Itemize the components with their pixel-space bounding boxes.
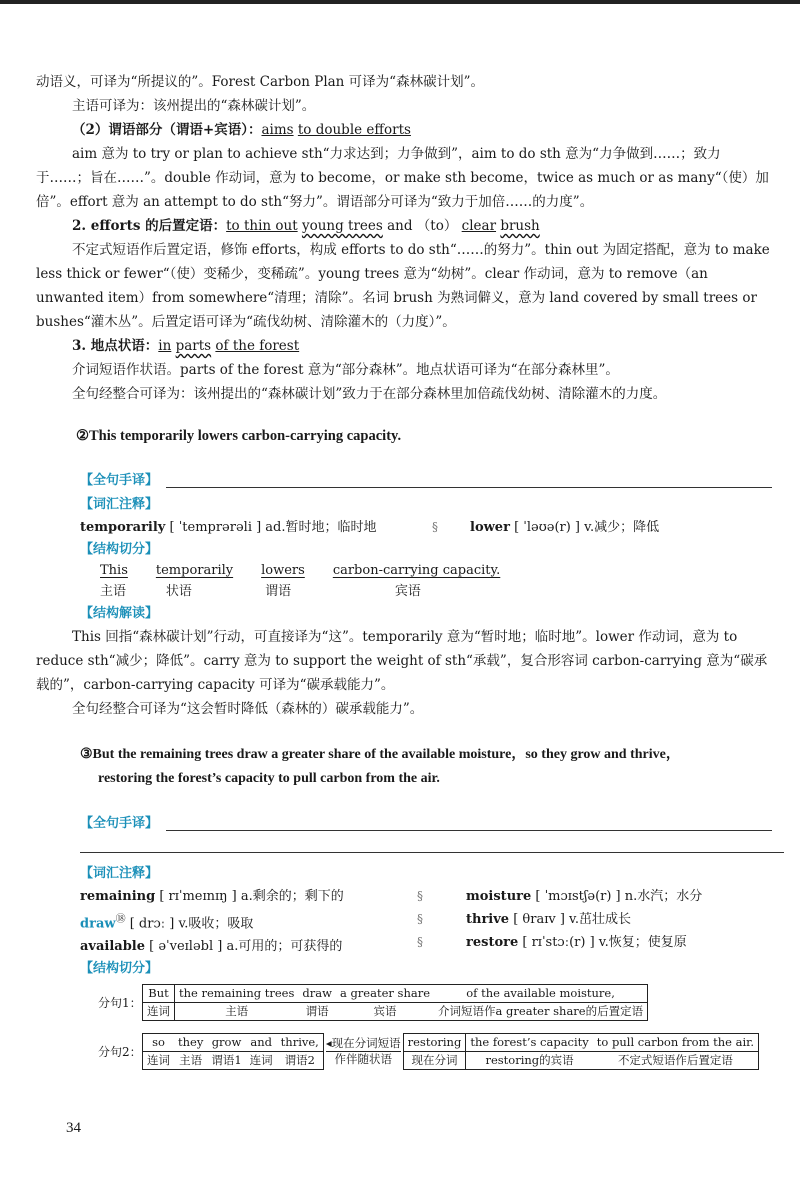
c2-part-en: thrive, [280,1035,319,1050]
c1-part-cn: 主语 [175,1003,299,1021]
p1-heading-adverbial [36,334,772,358]
arrow-left-icon: ◂ [325,1036,332,1051]
predicate-label: （2）谓语部分（谓语+宾语）： [72,122,262,138]
c1-part-cn: 宾语 [336,1003,434,1021]
word-brush: brush [500,218,540,234]
vocab-draw: draw [80,916,116,932]
clause-1-table [142,984,648,1021]
c2-part-en: they [178,1035,204,1050]
word-in: in [158,338,172,354]
c2-tail-cn: 不定式短语作后置定语 [593,1052,759,1070]
participle-arrow-label: ◂现在分词短语 作伴随状语 [325,1036,401,1067]
c1-part-en: draw [302,986,332,1001]
vocab-moisture: moisture [466,889,532,904]
s2-split-tag: 【结构切分】 [80,542,159,557]
word-parts: parts [175,338,212,354]
split-part: lowers 谓语 [261,563,305,599]
c2-part-en: so [152,1035,165,1050]
split-part: carbon-carrying capacity. 宾语 [332,563,501,599]
page-content [36,70,772,1070]
adverbial-label: 3. 地点状语： [72,338,159,354]
c1-part-cn: 连词 [143,1003,175,1021]
c2-tail-en: restoring [403,1034,466,1052]
s2-translation-line[interactable] [166,474,772,488]
sentence-3-heading-line1: ③But the remaining trees draw a greater share of the available moisture，so they grow and thrive， [80,747,680,762]
c2-tail-en: to pull carbon from the air. [596,1035,755,1050]
s2-analysis-tag: 【结构解读】 [80,606,159,621]
vocab-thrive: thrive [466,912,510,927]
s2-structure-split [100,561,772,603]
s2-vocab-row [80,516,772,539]
c2-part-cn: 主语 [174,1052,207,1070]
clause-1 [98,984,772,1021]
p1-text-b: 主语可译为：该州提出的“森林碳计划”。 [72,98,316,114]
p1-text-d: 不定式短语作后置定语，修饰 efforts，构成 efforts to do sth“……的努力”。thin out 为固定搭配，意为 to make less thick or fewer“（使）变稀少，变稀疏”。young trees 意为“幼树”。clear 作动词，意为 to remove（an unwanted item）from somewhere“清理；清除”。名词 brush 为熟词僻义，意为 land covered by small trees or bushes“灌木丛”。后置定语可译为“疏伐幼树、清除灌木的（力度）”。 [36,242,770,330]
vocab-lower-def: [ ˈləʊə(r) ] v.减少；降低 [514,520,660,535]
c2-part-cn: 谓语1 [207,1052,245,1070]
s3-translation-row [80,805,772,831]
vocab-lower: lower [470,520,510,535]
word-double-efforts: to double efforts [297,122,411,138]
word-thin-out: to thin out [226,218,298,234]
s2-analysis-text: This 回指“森林碳计划”行动，可直接译为“这”。temporarily 意为“暂时地；临时地”。lower 作动词，意为 to reduce sth“减少；降低”。carry 意为 to support the weight of sth“承载”，复合形容词 carbon-carrying 意为“碳承载的”，carbon-carrying capacity 可译为“碳承载能力”。 [36,629,768,693]
page-number: 34 [66,1120,81,1136]
s3-vocab-tag: 【词汇注释】 [80,866,159,881]
word-to: （to） [416,218,458,234]
c2-part-en: grow [211,1035,242,1050]
s2-vocab-tag: 【词汇注释】 [80,497,159,512]
s2-translation-row [80,462,772,488]
c2-part-cn: 连词 [143,1052,175,1070]
clause-2-label: 分句2： [98,1045,142,1060]
p1-text-a: 动语义，可译为“所提议的”。Forest Carbon Plan 可译为“森林碳计划”。 [36,74,484,90]
vocab-available: available [80,939,145,955]
c2-tail-cn: 现在分词 [403,1052,466,1070]
vocab-available-def: [ əˈveɪləbl ] a.可用的；可获得的 [149,939,343,955]
c1-part-en: of the available moisture, [466,986,615,1001]
vocab-restore: restore [466,935,519,950]
s3-split-tag: 【结构切分】 [80,961,159,977]
frequency-mark-icon: ⑱ [115,914,126,925]
word-young-trees: young trees [301,218,383,234]
clause-2 [98,1033,772,1070]
clause-2-table [142,1033,324,1070]
vocab-restore-def: [ rɪˈstɔː(r) ] v.恢复；使复原 [522,935,687,950]
vocab-moisture-def: [ ˈmɔɪstʃə(r) ] n.水汽；水分 [535,889,703,904]
vocab-temporarily: temporarily [80,520,166,535]
split-part: temporarily 状语 [155,563,234,599]
vocab-remaining-def: [ rɪˈmeɪnɪŋ ] a.剩余的；剩下的 [159,889,344,904]
c2-part-en: and [250,1035,272,1050]
c2-part-cn: 连词 [246,1052,277,1070]
s3-translation-line[interactable] [166,817,772,831]
c1-part-en: the remaining trees [179,986,295,1001]
split-part: This 主语 [100,563,128,599]
attributive-label: 2. efforts 的后置定语： [72,218,227,234]
c2-tail-en: the forest’s capacity [470,1035,589,1050]
p1-text-f: 全句经整合可译为：该州提出的“森林碳计划”致力于在部分森林里加倍疏伐幼树、清除灌木的力度。 [72,386,667,402]
s2-translate-tag: 【全句手译】 [80,473,159,488]
c2-part-cn: 谓语2 [277,1052,324,1070]
word-clear: clear [461,218,497,234]
top-border [0,0,800,4]
c1-part-en: a greater share [339,986,431,1001]
word-and: and [387,218,413,234]
s3-vocab-block [80,885,772,958]
c1-part-cn: 介词短语作a greater share的后置定语 [434,1003,648,1021]
word-aims: aims [261,122,294,138]
clause-1-label: 分句1： [98,996,142,1011]
vocab-separator: § [432,520,438,534]
c1-part-cn: 谓语 [298,1003,336,1021]
s3-translate-tag: 【全句手译】 [80,816,159,831]
clause-2-tail-table [403,1033,759,1070]
p1-text-e: 介词短语作状语。parts of the forest 意为“部分森林”。地点状语可译为“在部分森林里”。 [72,362,619,378]
c2-tail-cn: restoring的宾语 [466,1052,593,1070]
word-of-the-forest: of the forest [215,338,300,354]
vocab-remaining: remaining [80,889,156,904]
p1-heading-predicate [36,118,772,142]
sentence-3-heading-line2: restoring the forest’s capacity to pull carbon from the air. [98,771,440,786]
vocab-temporarily-def: [ ˈtemprərəli ] ad.暂时地；临时地 [169,520,377,535]
vocab-draw-def: [ drɔː ] v.吸收；吸取 [129,916,254,932]
s2-summary-text: 全句经整合可译为“这会暂时降低（森林的）碳承载能力”。 [72,701,424,717]
p1-text-c: aim 意为 to try or plan to achieve sth“力求达到；力争做到”，aim to do sth 意为“力争做到……；致力于……；旨在……”。double 作动词，意为 to become，or make sth become，twice as much or as many“（使）加倍”。effort 意为 an attempt to do sth“努力”。谓语部分可译为“致力于加倍……的力度”。 [36,146,769,210]
s3-translation-line-2[interactable] [80,831,784,853]
p1-heading-attributive [36,214,772,238]
sentence-2-heading: ②This temporarily lowers carbon-carrying capacity. [76,428,402,444]
c1-part-en: But [143,985,175,1003]
vocab-thrive-def: [ θraɪv ] v.茁壮成长 [513,912,631,927]
vocab-separator-column: § § § [417,889,423,949]
